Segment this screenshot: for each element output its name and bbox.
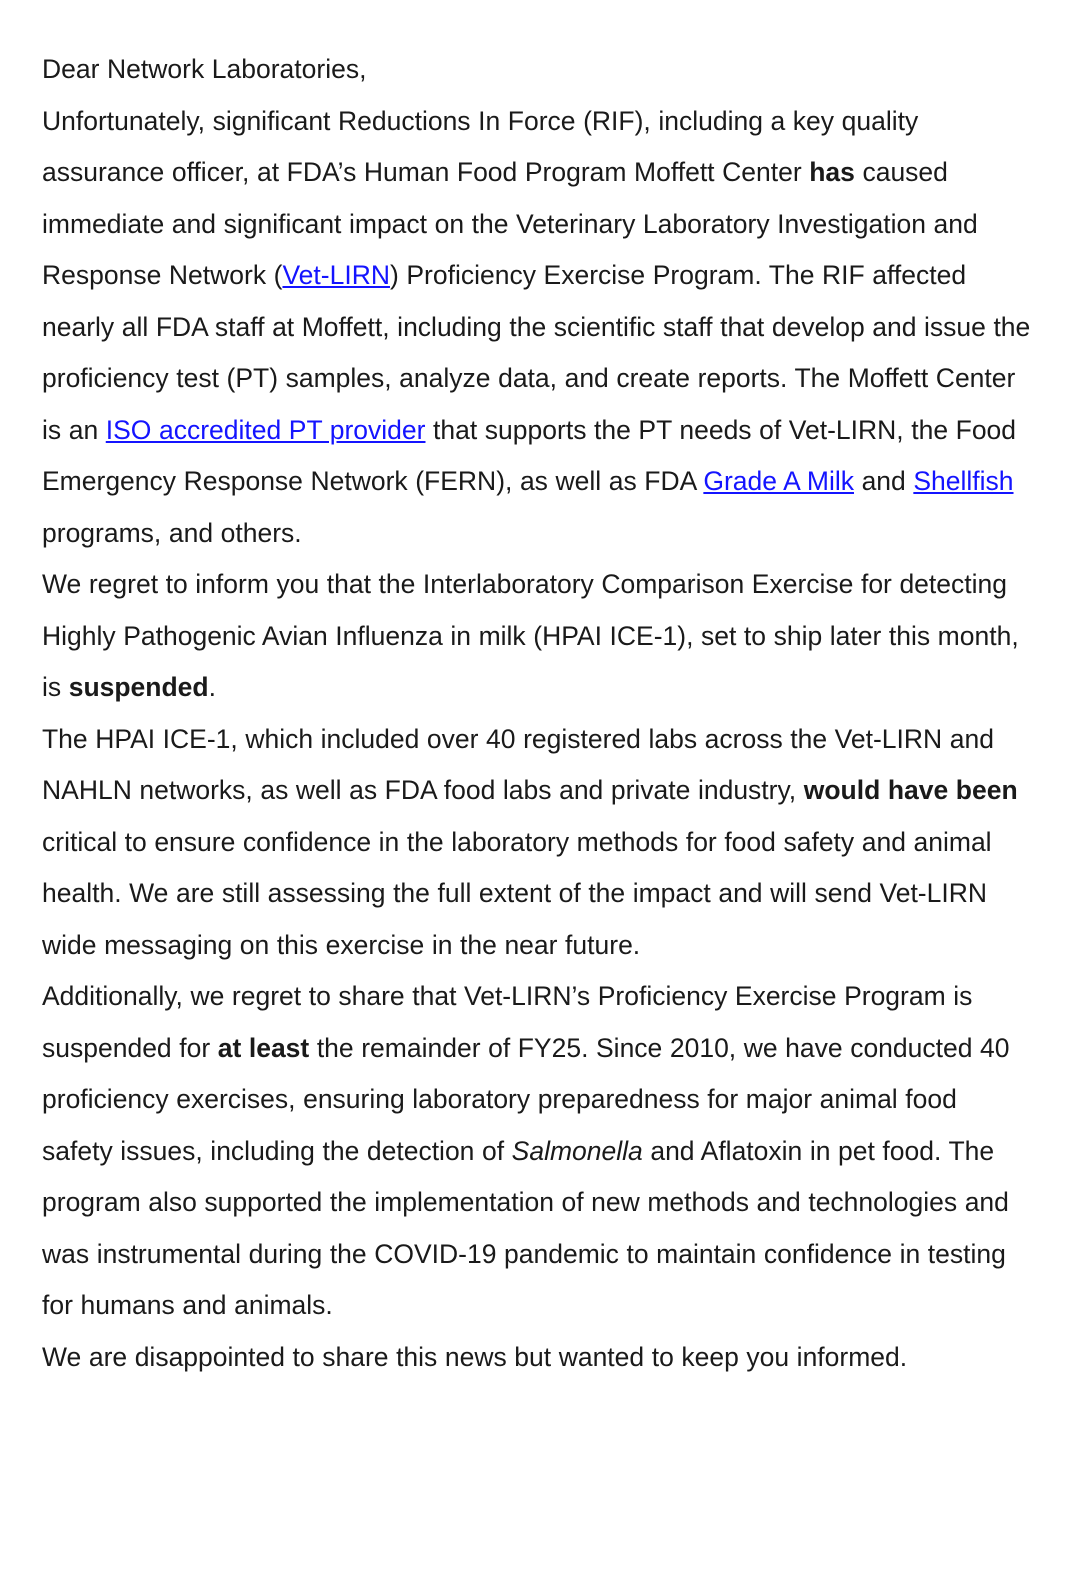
text-run: the remainder of FY25. Since 2010, we have conducted 40 proficiency exercises, ensuring laboratory preparedness for major animal food safety issues, including the detection of — [42, 1032, 1010, 1166]
text-run: and Aflatoxin in pet food. The program also supported the implementation of new methods and technologies and was instrumental during the COVID-19 pandemic to maintain confidence in testing for humans and animals. — [42, 1135, 1009, 1320]
document-link[interactable]: ISO accredited PT provider — [105, 414, 426, 445]
text-run: that supports the PT needs of Vet-LIRN, the Food Emergency Response Network (FERN), as well as FDA — [42, 414, 1017, 496]
paragraph-ice-suspended — [42, 559, 1034, 714]
emphasis-bold: would have been — [803, 775, 1018, 805]
paragraph-rif-impact — [42, 96, 1034, 560]
document-link[interactable]: Grade A Milk — [703, 466, 854, 496]
text-run: and — [854, 466, 914, 496]
text-run: Unfortunately, significant Reductions In Force (RIF), including a key quality assurance officer, at FDA’s Human Food Program Moffett Center — [42, 105, 919, 187]
emphasis-italic: Salmonella — [511, 1135, 643, 1166]
salutation — [42, 44, 1034, 96]
text-run: The HPAI ICE-1, which included over 40 registered labs across the Vet-LIRN and NAHLN networks, as well as FDA food labs and private industry, — [42, 723, 994, 805]
emphasis-bold: suspended — [68, 672, 209, 702]
text-run: critical to ensure confidence in the laboratory methods for food safety and animal health. We are still assessing the full extent of the impact and will send Vet-LIRN wide messaging on this exercise in the near future. — [42, 826, 992, 960]
document-link[interactable]: Vet-LIRN — [282, 260, 390, 290]
text-run: . — [208, 672, 216, 702]
paragraph-ice-scope — [42, 714, 1034, 972]
text-run: programs, and others. — [42, 517, 302, 548]
paragraph-closing — [42, 1332, 1034, 1384]
text-run: ) Proficiency Exercise Program. The RIF affected nearly all FDA staff at Moffett, including the scientific staff that develop and issue the proficiency test (PT) samples, analyze data, and create reports. The Moffett Center is an — [42, 260, 1031, 445]
text-run: caused immediate and significant impact on the Veterinary Laboratory Investigation and Response Network ( — [42, 157, 978, 290]
text-run: We are disappointed to share this news but wanted to keep you informed. — [42, 1341, 908, 1372]
text-run: Additionally, we regret to share that Vet-LIRN’s Proficiency Exercise Program is suspended for — [42, 981, 973, 1063]
document-link[interactable]: Shellfish — [913, 466, 1014, 496]
paragraph-program-suspension — [42, 971, 1034, 1332]
emphasis-bold: at least — [217, 1032, 310, 1063]
emphasis-bold: has — [809, 157, 855, 187]
document-body — [42, 44, 1034, 1383]
text-run: We regret to inform you that the Interlaboratory Comparison Exercise for detecting Highly Pathogenic Avian Influenza in milk (HPAI ICE-1), set to ship later this month, is — [42, 569, 1019, 702]
text-run: Dear Network Laboratories, — [42, 54, 367, 84]
